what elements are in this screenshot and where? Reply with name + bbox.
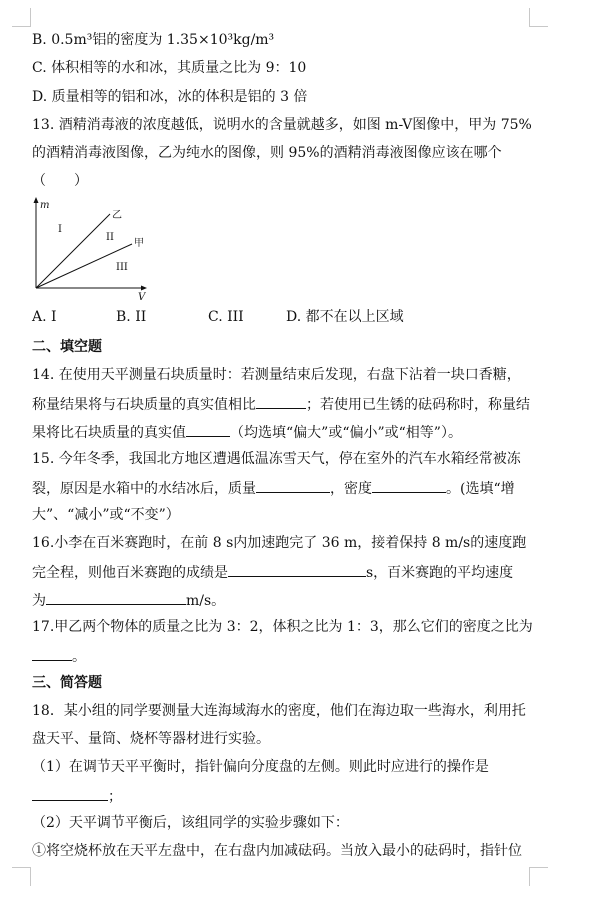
q15-line2: [32, 478, 515, 498]
q14-line1: 14. 在使用天平测量石块质量时：若测量结束后发现，右盘下沾着一块口香糖，: [32, 367, 521, 383]
answer-blank[interactable]: [372, 478, 446, 493]
q18-line5: （2）天平调节平衡后，该组同学的实验步骤如下：: [32, 815, 349, 831]
page-corner-mark: [529, 8, 548, 27]
answer-blank[interactable]: [256, 394, 306, 409]
q18-line4: [32, 786, 122, 806]
section-title-short-answer: 三、简答题: [32, 675, 102, 691]
q16-text: 为: [32, 593, 46, 609]
q14-line3: [32, 422, 462, 442]
page-corner-mark: [12, 8, 31, 27]
q16-line2: [32, 562, 513, 582]
answer-blank[interactable]: [46, 590, 186, 605]
q16-text: m/s。: [186, 593, 226, 609]
q15-line1: 15. 今年冬季，我国北方地区遭遇低温冻雪天气，停在室外的汽车水箱经常被冻: [32, 451, 521, 467]
line-label-jia: 甲: [134, 238, 144, 249]
q18-text: ；: [108, 789, 122, 805]
q18-line1: 18．某小组的同学要测量大连海域海水的密度，他们在海边取一些海水，利用托: [32, 703, 526, 719]
answer-blank[interactable]: [32, 786, 108, 801]
q18-line6: ①将空烧杯放在天平左盘中，在右盘内加减砝码。当放入最小的砝码时，指针位: [32, 843, 522, 859]
q17-line2: [32, 646, 86, 666]
region-label-3: III: [116, 262, 128, 273]
answer-blank[interactable]: [256, 478, 330, 493]
x-axis-arrow: [141, 286, 147, 291]
axis-label-v: V: [138, 292, 146, 303]
q16-line1: 16.小李在百米赛跑时，在前 8 s内加速跑完了 36 m，接着保持 8 m/s的速度跑: [32, 535, 527, 551]
q13-stem-line1: 13. 酒精消毒液的浓度越低，说明水的含量就越多，如图 m-V图像中，甲为 75%: [32, 117, 532, 133]
page-corner-mark: [529, 867, 548, 886]
q15-text: ，密度: [330, 481, 372, 497]
q17-line1: 17.甲乙两个物体的质量之比为 3：2，体积之比为 1：3，那么它们的密度之比为: [32, 619, 533, 635]
q13-option-a: A. I: [32, 309, 57, 325]
q15-line3: 大”、“减小”或“不变”）: [32, 507, 180, 523]
q13-option-b: B. II: [116, 309, 147, 325]
region-label-2: II: [106, 232, 114, 243]
q14-text: ；若使用已生锈的砝码称时，称量结: [306, 397, 530, 413]
q13-option-c: C. III: [208, 309, 244, 325]
q18-line3: （1）在调节天平平衡时，指针偏向分度盘的左侧。则此时应进行的操作是: [32, 759, 489, 775]
q12-option-b: B. 0.5m³铝的密度为 1.35×10³kg/m³: [32, 32, 275, 48]
q12-option-d: D. 质量相等的铝和冰，冰的体积是铝的 3 倍: [32, 89, 308, 105]
q13-answer-bracket: （ ）: [32, 173, 88, 189]
y-axis-arrow: [34, 197, 39, 203]
q15-text: 裂，原因是水箱中的水结冰后，质量: [32, 481, 256, 497]
q13-option-d: D. 都不在以上区域: [286, 309, 404, 325]
answer-blank[interactable]: [228, 562, 366, 577]
line-label-yi: 乙: [112, 210, 122, 221]
q14-text: 果将比石块质量的真实值: [32, 425, 186, 441]
q12-option-c: C. 体积相等的水和冰，其质量之比为 9：10: [32, 60, 307, 76]
axis-label-m: m: [40, 200, 50, 211]
line-yi: [36, 214, 110, 288]
q16-line3: [32, 590, 225, 610]
q15-text: 。(选填“增: [446, 481, 515, 497]
q18-line2: 盘天平、量筒、烧杯等器材进行实验。: [32, 731, 270, 747]
q14-text: （均选填“偏大”或“偏小”或“相等”）。: [230, 425, 462, 441]
page-corner-mark: [12, 867, 31, 886]
q13-stem-line2: 的酒精消毒液图像，乙为纯水的图像，则 95%的酒精消毒液图像应该在哪个: [32, 145, 502, 161]
answer-blank[interactable]: [32, 646, 72, 661]
region-label-1: I: [58, 224, 62, 235]
section-title-fill-in: 二、填空题: [32, 339, 102, 355]
q16-text: 完全程，则他百米赛跑的成绩是: [32, 565, 228, 581]
answer-blank[interactable]: [186, 422, 230, 437]
m-v-graph: [28, 196, 158, 303]
q16-text: s，百米赛跑的平均速度: [366, 565, 514, 581]
q14-text: 称量结果将与石块质量的真实值相比: [32, 397, 256, 413]
q17-text: 。: [72, 649, 86, 665]
q14-line2: [32, 394, 530, 414]
